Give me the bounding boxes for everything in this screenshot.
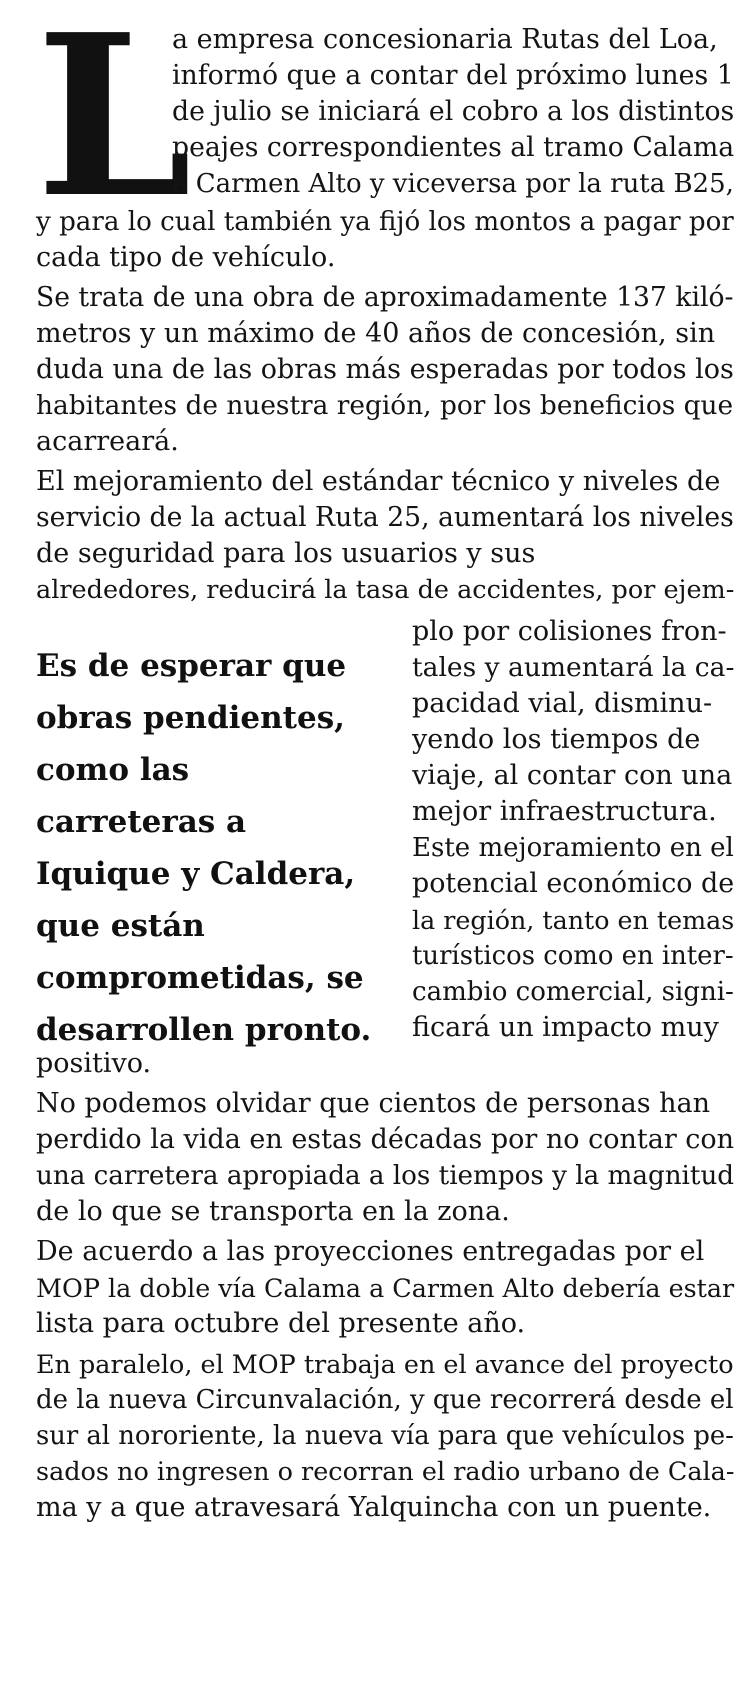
article-line: peajes correspondientes al tramo Calama	[172, 132, 735, 163]
pull-quote-line: que están	[36, 908, 205, 944]
pull-quote-line: carreteras a	[36, 804, 247, 840]
article-line: sur al nororiente, la nueva vía para que vehículos pe-	[36, 1421, 734, 1451]
article-line: ficará un impacto muy	[412, 1012, 719, 1043]
article-line: de la nueva Circunvalación, y que recorrerá desde el	[36, 1385, 734, 1415]
article-line: positivo.	[36, 1048, 152, 1079]
article-line: yendo los tiempos de	[412, 724, 701, 755]
article-line: alrededores, reducirá la tasa de accidentes, por ejem-	[36, 575, 735, 605]
pull-quote-line: desarrollen pronto.	[36, 1012, 372, 1048]
article-line: mejor infraestructura.	[412, 796, 717, 827]
article-line: a Carmen Alto y viceversa por la ruta B25,	[172, 169, 734, 199]
article-line: metros y un máximo de 40 años de concesión, sin	[36, 318, 716, 349]
article-line: de julio se iniciará el cobro a los distintos	[172, 96, 735, 127]
article-line: MOP la doble vía Calama a Carmen Alto debería estar	[36, 1273, 735, 1303]
article-line: De acuerdo a las proyecciones entregadas por el	[36, 1236, 705, 1267]
article-line: plo por colisiones fron-	[412, 616, 727, 647]
article-line: de seguridad para los usuarios y sus	[36, 538, 536, 569]
article-line: No podemos olvidar que cientos de personas han	[36, 1088, 711, 1119]
article-line: habitantes de nuestra región, por los beneficios que	[36, 391, 734, 421]
article-line: Se trata de una obra de aproximadamente 137 kiló-	[36, 282, 734, 313]
article-line: pacidad vial, disminu-	[412, 688, 713, 719]
article-line: a empresa concesionaria Rutas del Loa,	[172, 24, 718, 55]
drop-cap: L	[36, 0, 193, 247]
article-line: perdido la vida en estas décadas por no contar con	[36, 1124, 735, 1155]
article-line: ma y a que atravesará Yalquincha con un puente.	[36, 1492, 712, 1523]
pull-quote-line: comprometidas, se	[36, 960, 364, 996]
article-line: informó que a contar del próximo lunes 1	[172, 60, 734, 91]
pull-quote-line: como las	[36, 752, 190, 788]
pull-quote-line: obras pendientes,	[36, 700, 345, 736]
article-line: turísticos como en inter-	[412, 941, 734, 971]
article-line: sados no ingresen o recorran el radio urbano de Cala-	[36, 1457, 735, 1487]
article-line: duda una de las obras más esperadas por todos los	[36, 354, 734, 385]
article-line: la región, tanto en temas	[412, 905, 735, 935]
article-line: cambio comercial, signi-	[412, 977, 734, 1007]
article-line: En paralelo, el MOP trabaja en el avance del proyecto	[36, 1349, 734, 1379]
pull-quote-line: Iquique y Caldera,	[36, 856, 356, 892]
article-line: cada tipo de vehículo.	[36, 242, 336, 273]
article-line: potencial económico de	[412, 868, 735, 899]
article-line: de lo que se transporta en la zona.	[36, 1196, 510, 1227]
article-line: una carretera apropiada a los tiempos y la magnitud	[36, 1161, 735, 1191]
article-line: lista para octubre del presente año.	[36, 1308, 526, 1339]
article-line: acarreará.	[36, 426, 179, 457]
article-line: tales y aumentará la ca-	[412, 652, 735, 683]
article-line: El mejoramiento del estándar técnico y niveles de	[36, 466, 721, 497]
pull-quote-line: Es de esperar que	[36, 648, 347, 684]
article-line: y para lo cual también ya fijó los montos a pagar por	[36, 207, 734, 237]
article-line: viaje, al contar con una	[412, 760, 733, 791]
article-line: servicio de la actual Ruta 25, aumentará los niveles	[36, 502, 734, 533]
article-line: Este mejoramiento en el	[412, 833, 734, 863]
